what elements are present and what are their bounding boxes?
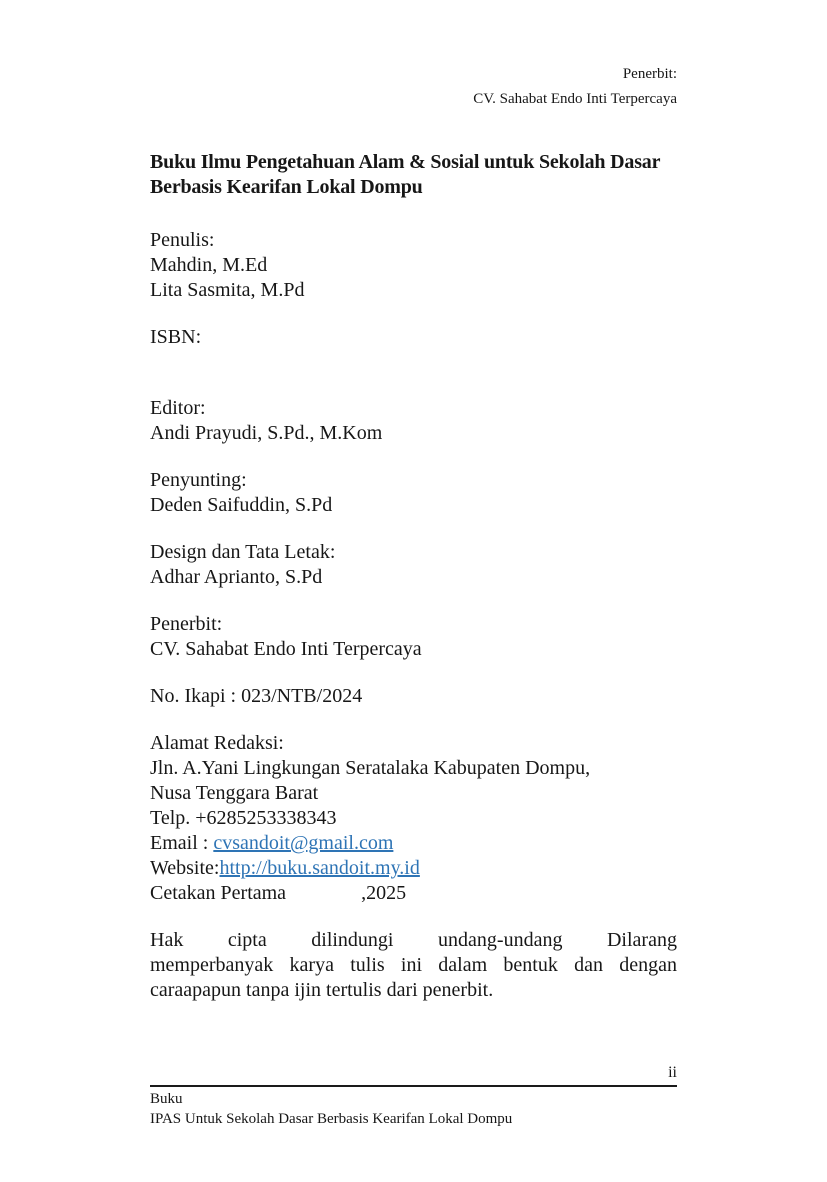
address-line-2: Nusa Tenggara Barat	[150, 782, 319, 804]
header-penerbit-label: Penerbit:	[622, 66, 677, 82]
telephone-line: Telp. +6285253338343	[150, 807, 337, 829]
editor-block	[150, 396, 677, 446]
cetakan-label: Cetakan Pertama	[150, 882, 287, 904]
book-title-line-1: Buku Ilmu Pengetahuan Alam & Sosial untuk Sekolah Dasar	[150, 151, 661, 173]
isbn-label: ISBN:	[150, 326, 202, 348]
address-line-1: Jln. A.Yani Lingkungan Seratalaka Kabupaten Dompu,	[150, 757, 591, 779]
author-name-1: Mahdin, M.Ed	[150, 254, 268, 276]
penerbit-block	[150, 612, 677, 662]
design-block	[150, 540, 677, 590]
editor-name: Andi Prayudi, S.Pd., M.Kom	[150, 422, 383, 444]
page-number: ii	[668, 1064, 677, 1081]
editor-label: Editor:	[150, 397, 206, 419]
penyunting-block	[150, 468, 677, 518]
footer-book-title: IPAS Untuk Sekolah Dasar Berbasis Kearifan Lokal Dompu	[150, 1111, 513, 1127]
website-link[interactable]: http://buku.sandoit.my.id	[219, 857, 420, 879]
header-publisher-name: CV. Sahabat Endo Inti Terpercaya	[473, 91, 677, 107]
email-line	[150, 831, 677, 856]
email-link[interactable]: cvsandoit@gmail.com	[213, 832, 394, 854]
penerbit-name: CV. Sahabat Endo Inti Terpercaya	[150, 638, 422, 660]
copyright-line-2: memperbanyak karya tulis ini dalam bentuk dan dengan	[150, 954, 677, 976]
penerbit-label: Penerbit:	[150, 613, 223, 635]
design-name: Adhar Aprianto, S.Pd	[150, 566, 323, 588]
isbn-block	[150, 325, 677, 350]
footer-series-label: Buku	[150, 1091, 183, 1107]
website-line	[150, 856, 677, 881]
address-block	[150, 731, 677, 906]
email-label: Email :	[150, 832, 214, 854]
copyright-notice	[150, 928, 677, 1003]
ikapi-block	[150, 684, 677, 709]
cetakan-line	[150, 881, 677, 906]
authors-block	[150, 228, 677, 303]
alamat-label: Alamat Redaksi:	[150, 732, 284, 754]
book-title-line-2: Berbasis Kearifan Lokal Dompu	[150, 176, 423, 198]
copyright-line-3: caraapapun tanpa ijin tertulis dari penerbit.	[150, 979, 494, 1001]
penyunting-name: Deden Saifuddin, S.Pd	[150, 494, 333, 516]
cetakan-year: ,2025	[361, 882, 407, 904]
page-footer	[150, 1062, 677, 1129]
penyunting-label: Penyunting:	[150, 469, 247, 491]
website-label: Website:	[150, 857, 220, 879]
author-name-2: Lita Sasmita, M.Pd	[150, 279, 305, 301]
penulis-label: Penulis:	[150, 229, 215, 251]
ikapi-number: No. Ikapi : 023/NTB/2024	[150, 685, 363, 707]
page-content	[150, 0, 677, 1003]
book-title	[150, 150, 677, 200]
publisher-header	[150, 0, 677, 112]
footer-rule	[150, 1085, 677, 1087]
design-label: Design dan Tata Letak:	[150, 541, 336, 563]
copyright-line-1: Hak cipta dilindungi undang-undang Dilarang	[150, 929, 677, 951]
